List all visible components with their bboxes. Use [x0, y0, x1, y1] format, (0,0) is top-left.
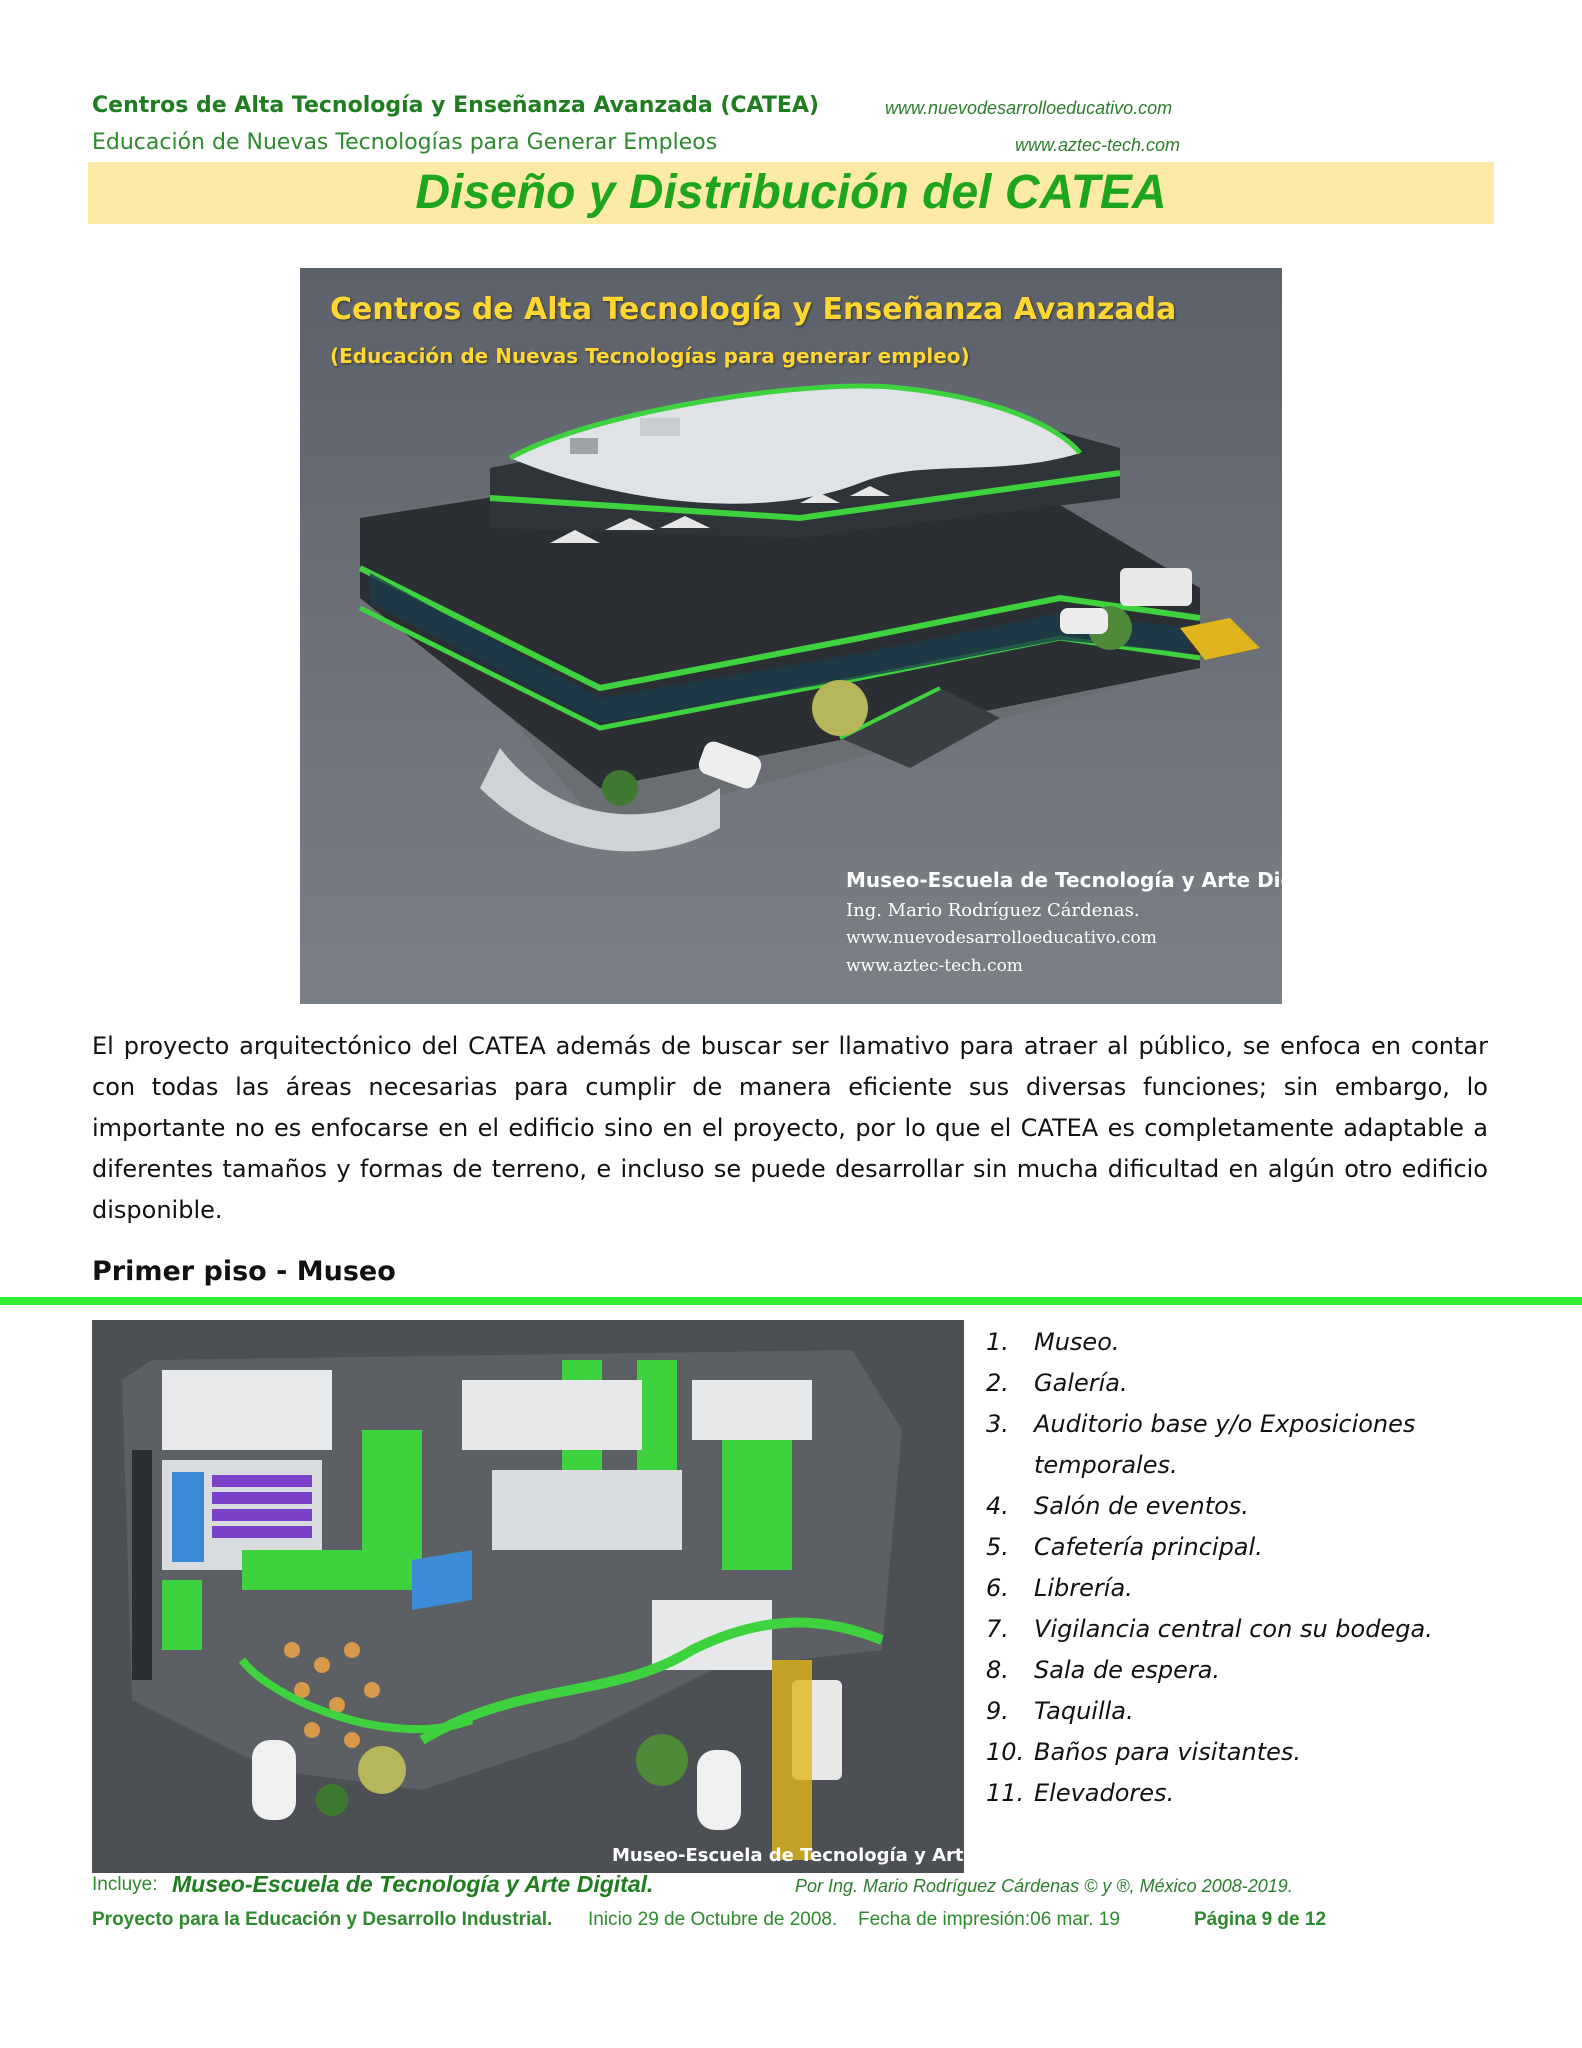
- footer-project: Proyecto para la Educación y Desarrollo Industrial.: [92, 1909, 553, 1930]
- list-item: 1. Museo.: [986, 1328, 1120, 1356]
- footer-start-date: Inicio 29 de Octubre de 2008.: [588, 1909, 838, 1930]
- section-title: Primer piso - Museo: [92, 1256, 396, 1287]
- list-item: 4. Salón de eventos.: [986, 1492, 1249, 1520]
- footer-includes-label: Incluye:: [92, 1874, 158, 1895]
- render-title: Centros de Alta Tecnología y Enseñanza Avanzada: [330, 292, 1177, 327]
- list-item: 11. Elevadores.: [986, 1779, 1175, 1807]
- body-paragraph: El proyecto arquitectónico del CATEA además de buscar ser llamativo para atraer al público, se enfoca en contar con todas las áreas necesarias para cumplir de manera eficiente sus diversas funciones; sin embargo, lo importante no es enfocarse en el edificio sino en el proyecto, por lo que el CATEA es completamente adaptable a diferentes tamaños y formas de terreno, e incluso se puede desarrollar sin mucha dificultad en algún otro edificio disponible.: [92, 1032, 1488, 1224]
- header-org-name: Centros de Alta Tecnología y Enseñanza Avanzada (CATEA): [92, 93, 819, 118]
- footer-author: Por Ing. Mario Rodríguez Cárdenas © y ®, México 2008-2019.: [795, 1876, 1293, 1896]
- list-item: 10. Baños para visitantes.: [986, 1738, 1302, 1766]
- list-item: 3. Auditorio base y/o Exposiciones temporales.: [986, 1410, 1416, 1479]
- header-website-link[interactable]: www.nuevodesarrolloeducativo.com: [885, 98, 1173, 118]
- building-render-illustration: [300, 268, 1282, 1004]
- render-subtitle: (Educación de Nuevas Tecnologías para generar empleo): [330, 344, 970, 368]
- section-divider: [0, 1297, 1582, 1305]
- floor-plan-illustration: [92, 1320, 964, 1873]
- page-title-band: [88, 162, 1494, 224]
- footer-page-number: Página 9 de 12: [1194, 1909, 1327, 1930]
- render-caption-museum: Museo-Escuela de Tecnología y Arte Digital.: [846, 868, 1340, 892]
- list-item: 5. Cafetería principal.: [986, 1533, 1263, 1561]
- footer-includes-value: Museo-Escuela de Tecnología y Arte Digital.: [172, 1871, 654, 1897]
- render-caption-author: Ing. Mario Rodríguez Cárdenas.: [846, 900, 1140, 921]
- list-item: 2. Galería.: [986, 1369, 1128, 1397]
- list-item: 7. Vigilancia central con su bodega.: [986, 1615, 1433, 1643]
- render-caption-url-1: www.nuevodesarrolloeducativo.com: [846, 928, 1157, 948]
- list-item: 8. Sala de espera.: [986, 1656, 1221, 1684]
- areas-list: [986, 1322, 1474, 1814]
- header-website-link-2[interactable]: www.aztec-tech.com: [1015, 135, 1181, 155]
- render-caption-url-2: www.aztec-tech.com: [846, 956, 1023, 976]
- building-render-image: [300, 268, 1340, 1004]
- list-item: 9. Taquilla.: [986, 1697, 1134, 1725]
- page-title: Diseño y Distribución del CATEA: [415, 166, 1167, 219]
- list-item: 6. Librería.: [986, 1574, 1133, 1602]
- header-tagline: Educación de Nuevas Tecnologías para Generar Empleos: [92, 130, 718, 155]
- footer-print-date: Fecha de impresión:06 mar. 19: [858, 1909, 1120, 1930]
- floor-plan-caption: Museo-Escuela de Tecnología y Arte Digital.: [612, 1845, 1056, 1866]
